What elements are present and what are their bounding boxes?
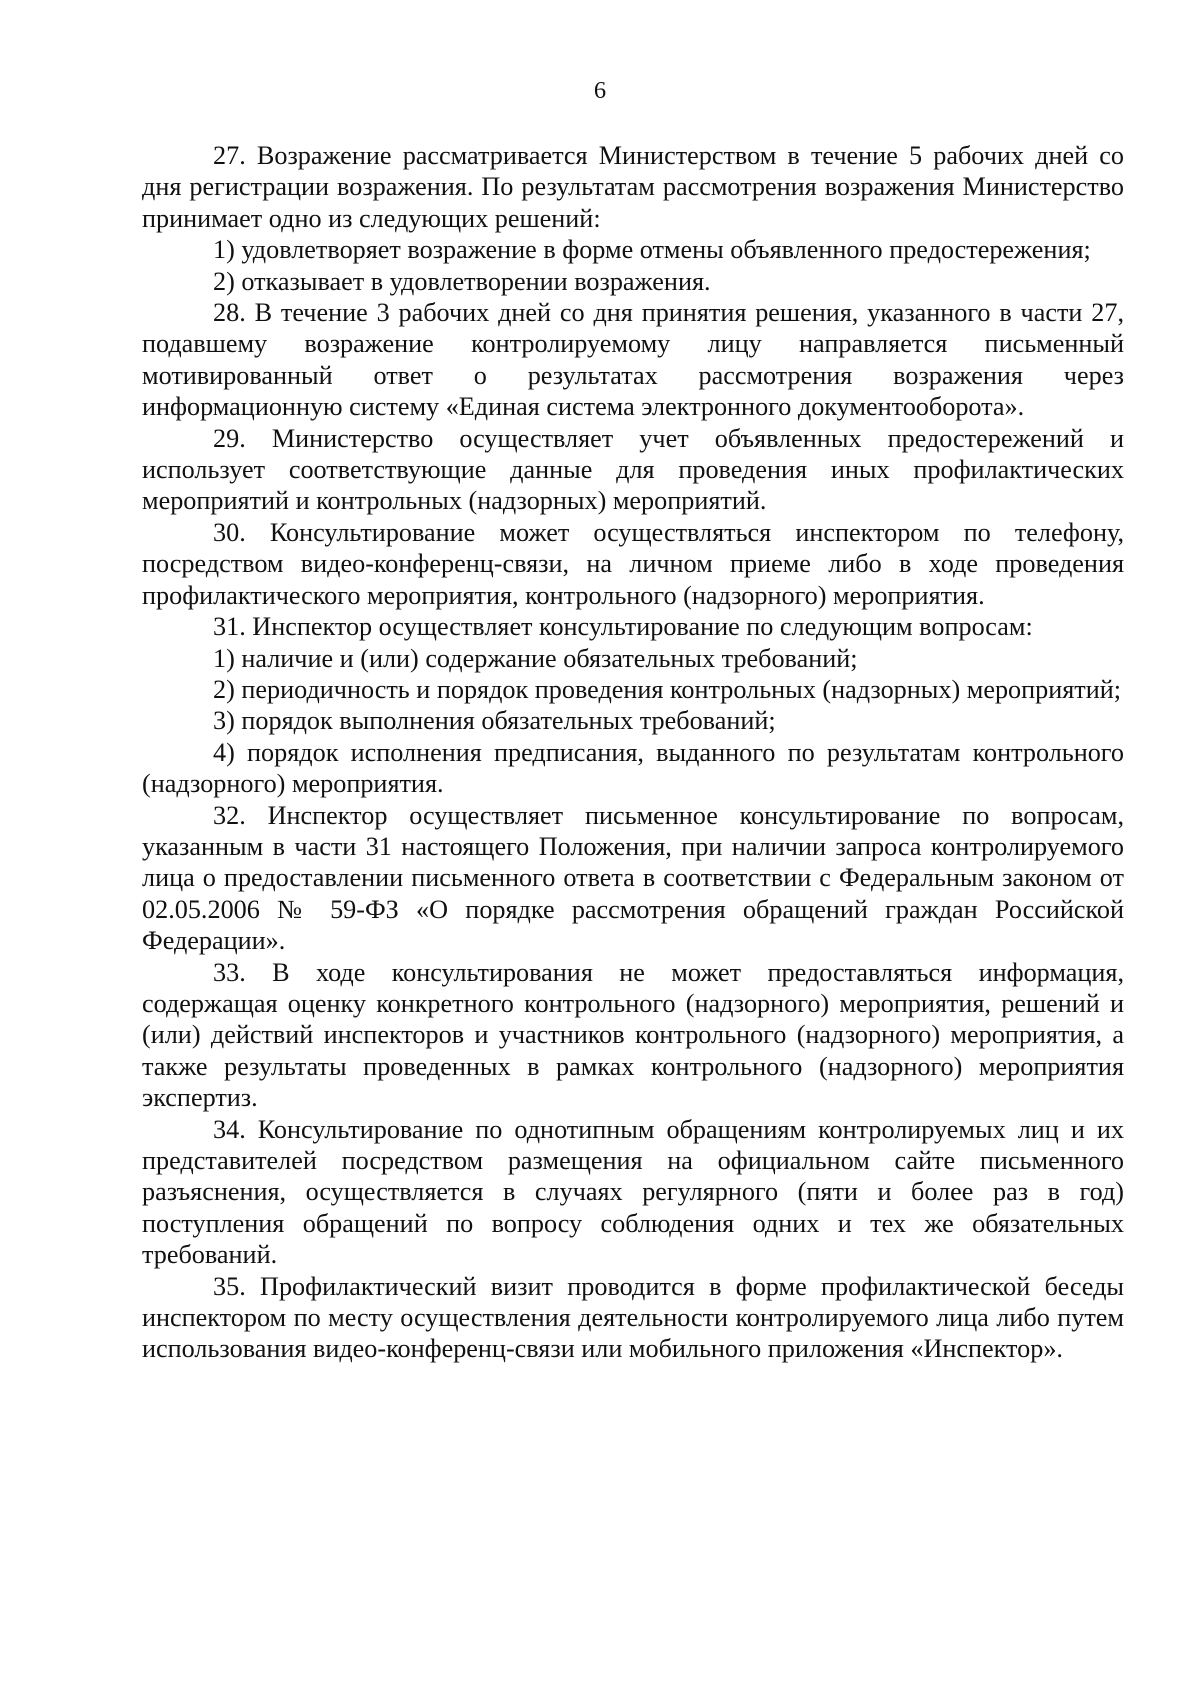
paragraph-29: 29. Министерство осуществляет учет объявленных предостережений и использует соответствующие данные для проведения иных профилактических мероприятий и контрольных (надзорных) мероприятий.: [142, 423, 1124, 516]
paragraph-31-item-4: 4) порядок исполнения предписания, выданного по результатам контрольного (надзорного) мероприятия.: [142, 737, 1124, 799]
paragraph-33: 33. В ходе консультирования не может предоставляться информация, содержащая оценку конкретного контрольного (надзорного) мероприятия, решений и (или) действий инспекторов и участников контрольного (надзорного) мероприятия, а также результаты проведенных в рамках контрольного (надзорного) мероприятия экспертиз.: [142, 957, 1124, 1113]
document-body: [142, 140, 1124, 1365]
paragraph-30: 30. Консультирование может осуществляться инспектором по телефону, посредством видео-конференц-связи, на личном приеме либо в ходе проведения профилактического мероприятия, контрольного (надзорного) мероприятия.: [142, 517, 1124, 610]
paragraph-27: 27. Возражение рассматривается Министерством в течение 5 рабочих дней со дня регистрации возражения. По результатам рассмотрения возражения Министерство принимает одно из следующих решений:: [142, 141, 1124, 233]
paragraph-27-item-1: 1) удовлетворяет возражение в форме отмены объявленного предостережения;: [213, 235, 1091, 265]
paragraph-31: 31. Инспектор осуществляет консультирование по следующим вопросам:: [213, 612, 1033, 642]
paragraph-32: 32. Инспектор осуществляет письменное консультирование по вопросам, указанным в части 31 настоящего Положения, при наличии запроса контролируемого лица о предоставлении письменного ответа в соответствии с Федеральным законом от 02.05.2006 № 59-ФЗ «О порядке рассмотрения обращений граждан Российской Федерации».: [142, 800, 1124, 956]
paragraph-31-item-3: 3) порядок выполнения обязательных требований;: [213, 706, 776, 736]
paragraph-27-item-2: 2) отказывает в удовлетворении возражения.: [213, 266, 711, 296]
page-number: 6: [593, 77, 607, 104]
paragraph-28: 28. В течение 3 рабочих дней со дня принятия решения, указанного в части 27, подавшему возражение контролируемому лицу направляется письменный мотивированный ответ о результатах рассмотрения возражения через информационную систему «Единая система электронного документооборота».: [142, 298, 1124, 422]
paragraph-31-item-1: 1) наличие и (или) содержание обязательных требований;: [213, 643, 858, 673]
paragraph-35: 35. Профилактический визит проводится в форме профилактической беседы инспектором по месту осуществления деятельности контролируемого лица либо путем использования видео-конференц-связи или мобильного приложения «Инспектор».: [142, 1271, 1124, 1364]
paragraph-34: 34. Консультирование по однотипным обращениям контролируемых лиц и их представителей посредством размещения на официальном сайте письменного разъяснения, осуществляется в случаях регулярного (пяти и более раз в год) поступления обращений по вопросу соблюдения одних и тех же обязательных требований.: [142, 1114, 1124, 1270]
paragraph-31-item-2: 2) периодичность и порядок проведения контрольных (надзорных) мероприятий;: [213, 674, 1122, 704]
